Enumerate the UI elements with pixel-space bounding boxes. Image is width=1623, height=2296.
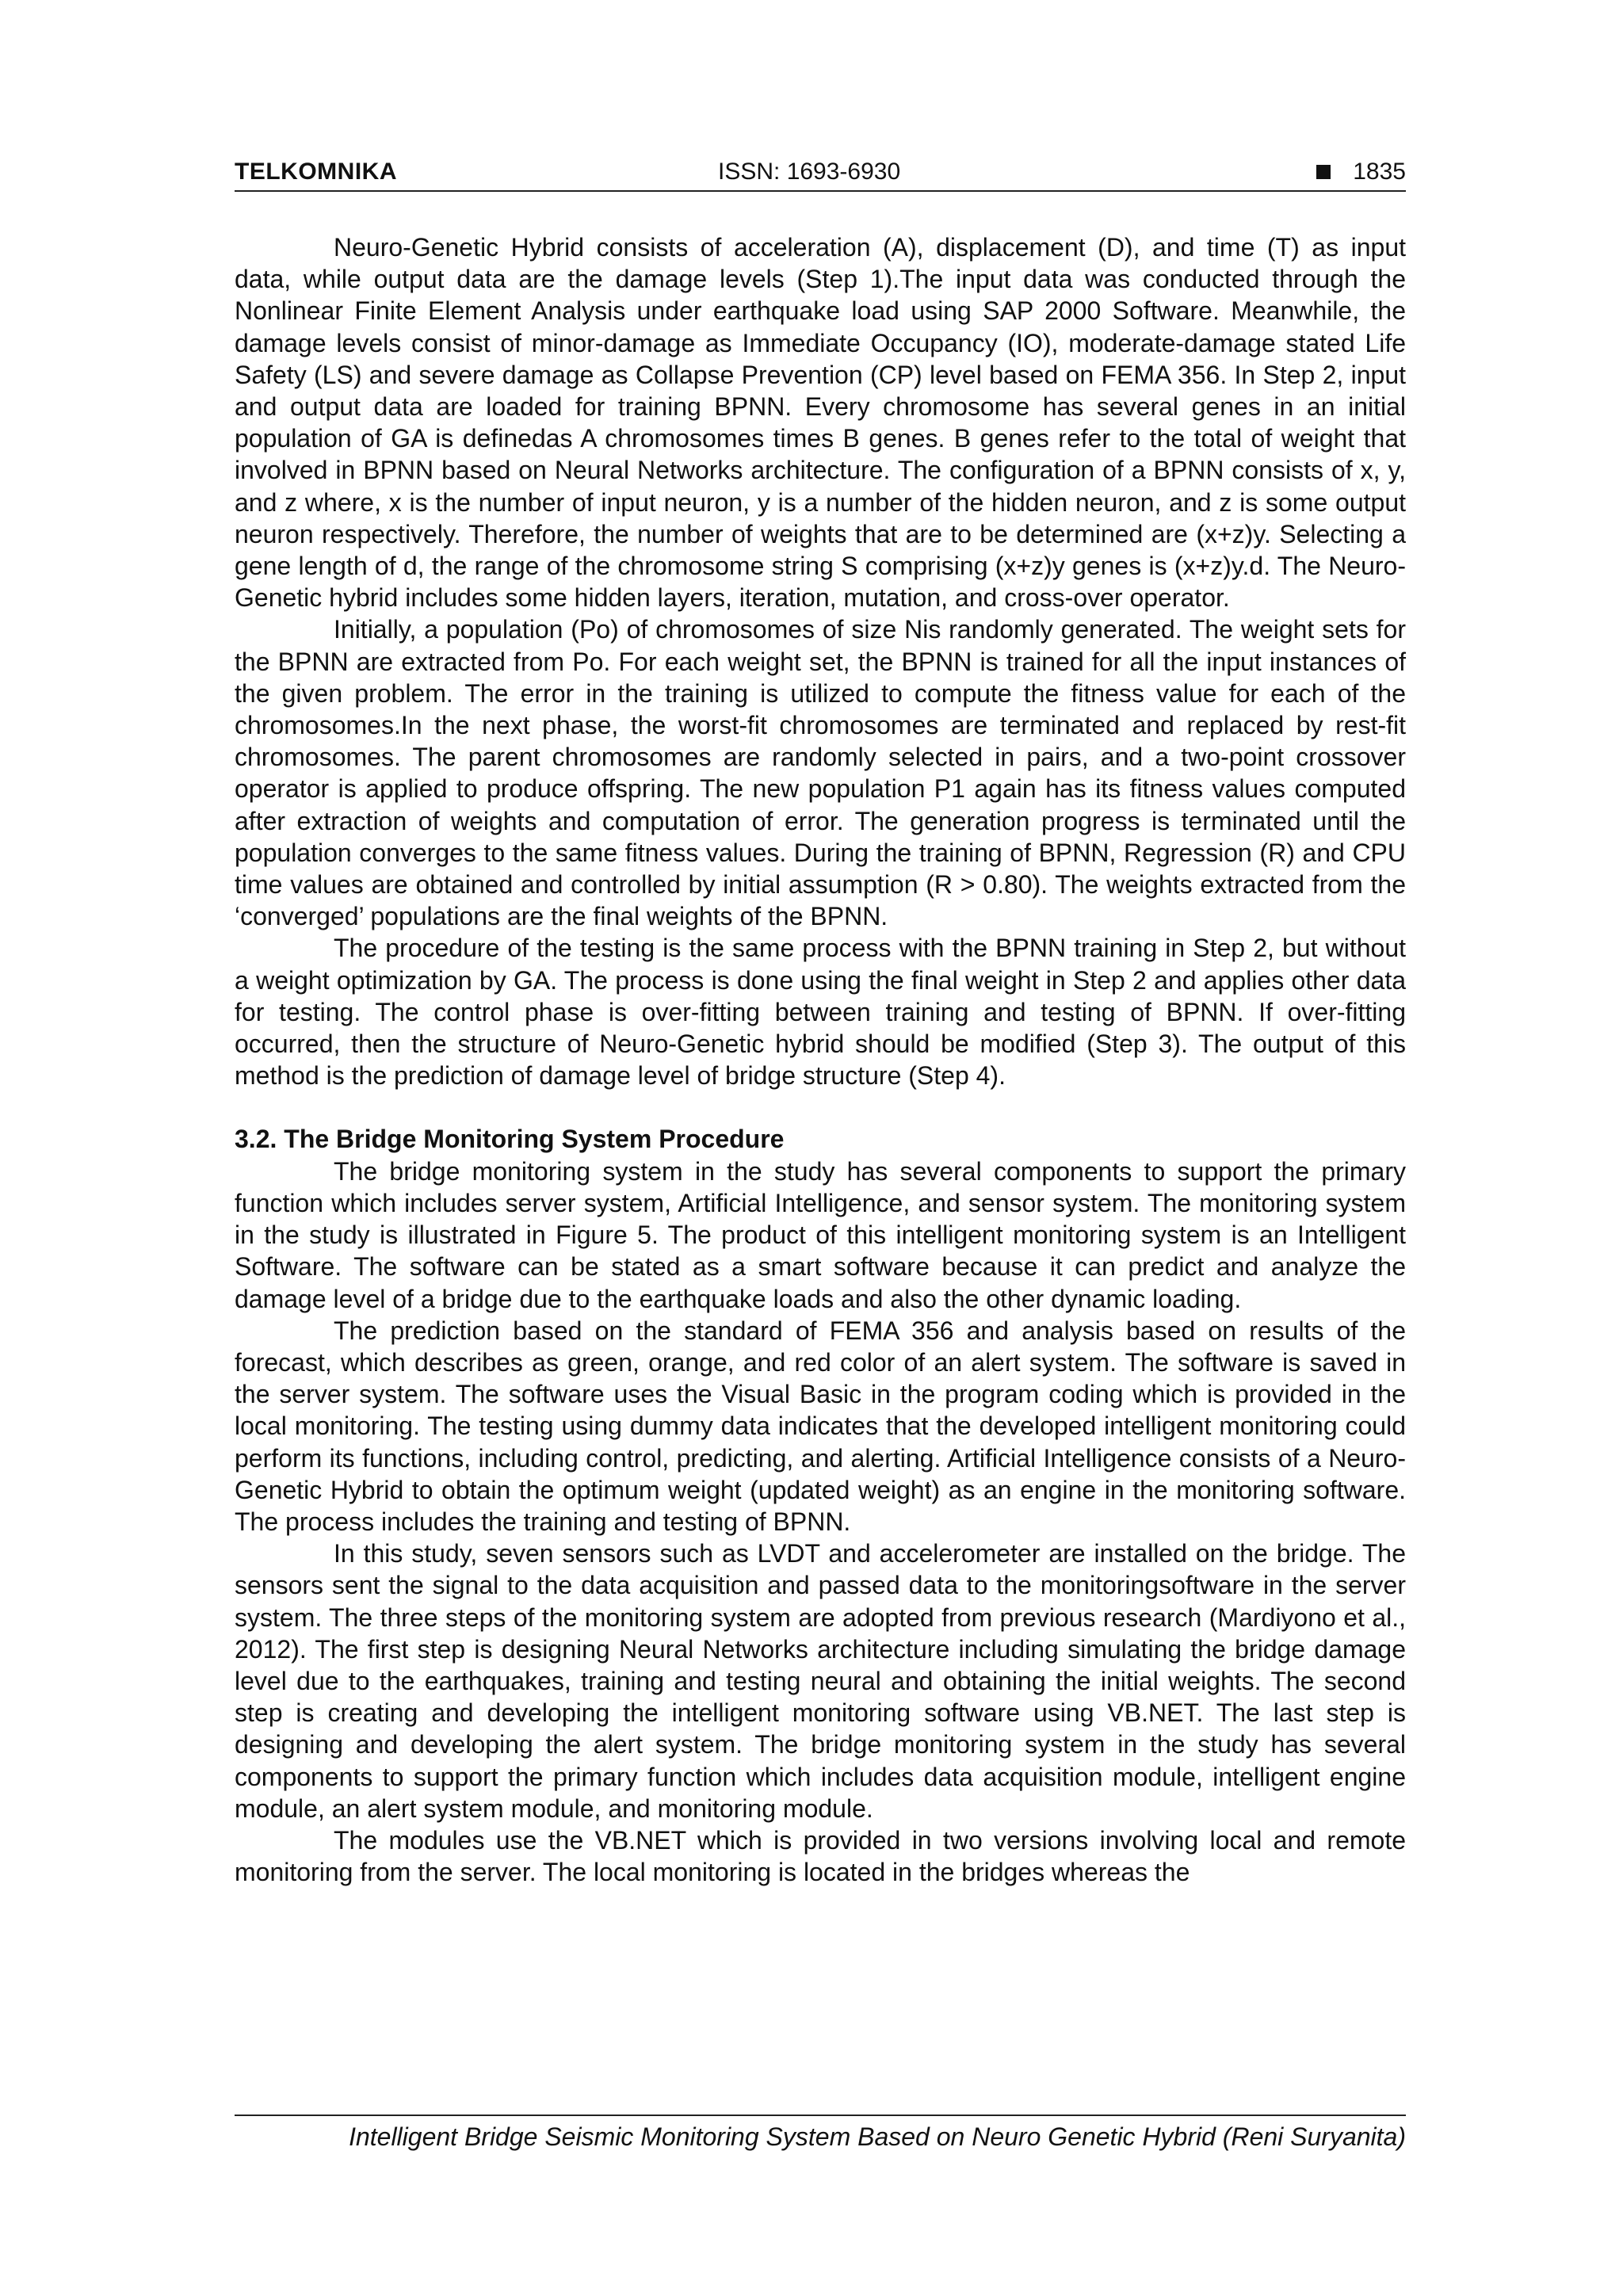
paragraph-5: The prediction based on the standard of FEMA 356 and analysis based on results of the forecast, which describes as green, orange, and red color of an alert system. The software is saved in the server system. The software uses the Visual Basic in the program coding which is provided in the local monitoring. The testing using dummy data indicates that the developed intelligent monitoring could perform its functions, including control, predicting, and alerting. Artificial Intelligence consists of a Neuro-Genetic Hybrid to obtain the optimum weight (updated weight) as an engine in the monitoring software. The process includes the training and testing of BPNN. — [235, 1316, 1406, 1536]
paragraph-2: Initially, a population (Po) of chromosomes of size Nis randomly generated. The weight sets for the BPNN are extracted from Po. For each weight set, the BPNN is trained for all the input instances of the given problem. The error in the training is utilized to compute the fitness value for each of the chromosomes.In the next phase, the worst-fit chromosomes are terminated and replaced by rest-fit chromosomes. The parent chromosomes are randomly selected in pairs, and a two-point crossover operator is applied to produce offspring. The new population P1 again has its fitness values computed after extraction of weights and computation of error. The generation progress is terminated until the population converges to the same fitness values. During the training of BPNN, Regression (R) and CPU time values are obtained and controlled by initial assumption (R > 0.80). The weights extracted from the ‘converged’ populations are the final weights of the BPNN. — [235, 615, 1406, 931]
page-footer — [235, 2115, 1406, 2152]
page-number-block — [1316, 159, 1406, 185]
section-heading: 3.2. The Bridge Monitoring System Procedure — [235, 1125, 785, 1154]
paragraph-7: The modules use the VB.NET which is provided in two versions involving local and remote monitoring from the server. The local monitoring is located in the bridges whereas the — [235, 1825, 1406, 1887]
paragraph-3: The procedure of the testing is the same process with the BPNN training in Step 2, but without a weight optimization by GA. The process is done using the final weight in Step 2 and applies other data for testing. The control phase is over-fitting between training and testing of BPNN. If over-fitting occurred, then the structure of Neuro-Genetic hybrid should be modified (Step 3). The output of this method is the prediction of damage level of bridge structure (Step 4). — [235, 934, 1406, 1091]
footer-citation: Intelligent Bridge Seismic Monitoring System Based on Neuro Genetic Hybrid (Reni Suryanita) — [349, 2122, 1406, 2151]
page-number: 1835 — [1353, 159, 1406, 185]
page-header — [235, 154, 1406, 192]
journal-name: TELKOMNIKA — [235, 159, 397, 185]
square-bullet-icon — [1316, 165, 1331, 179]
issn: ISSN: 1693-6930 — [718, 159, 901, 185]
paragraph-1: Neuro-Genetic Hybrid consists of acceleration (A), displacement (D), and time (T) as input data, while output data are the damage levels (Step 1).The input data was conducted through the Nonlinear Finite Element Analysis under earthquake load using SAP 2000 Software. Meanwhile, the damage levels consist of minor-damage as Immediate Occupancy (IO), moderate-damage stated Life Safety (LS) and severe damage as Collapse Prevention (CP) level based on FEMA 356. In Step 2, input and output data are loaded for training BPNN. Every chromosome has several genes in an initial population of GA is definedas A chromosomes times B genes. B genes refer to the total of weight that involved in BPNN based on Neural Networks architecture. The configuration of a BPNN consists of x, y, and z where, x is the number of input neuron, y is a number of the hidden neuron, and z is some output neuron respectively. Therefore, the number of weights that are to be determined are (x+z)y. Selecting a gene length of d, the range of the chromosome string S comprising (x+z)y genes is (x+z)y.d. The Neuro-Genetic hybrid includes some hidden layers, iteration, mutation, and cross-over operator. — [235, 233, 1406, 613]
paragraph-4: The bridge monitoring system in the study has several components to support the primary function which includes server system, Artificial Intelligence, and sensor system. The monitoring system in the study is illustrated in Figure 5. The product of this intelligent monitoring system is an Intelligent Software. The software can be stated as a smart software because it can predict and analyze the damage level of a bridge due to the earthquake loads and also the other dynamic loading. — [235, 1156, 1406, 1313]
article-body — [235, 231, 1406, 1888]
paragraph-6: In this study, seven sensors such as LVDT and accelerometer are installed on the bridge. The sensors sent the signal to the data acquisition and passed data to the monitoringsoftware in the server system. The three steps of the monitoring system are adopted from previous research (Mardiyono et al., 2012). The first step is designing Neural Networks architecture including simulating the bridge damage level due to the earthquakes, training and testing neural and obtaining the initial weights. The second step is creating and developing the intelligent monitoring software using VB.NET. The last step is designing and developing the alert system. The bridge monitoring system in the study has several components to support the primary function which includes data acquisition module, intelligent engine module, an alert system module, and monitoring module. — [235, 1539, 1406, 1823]
